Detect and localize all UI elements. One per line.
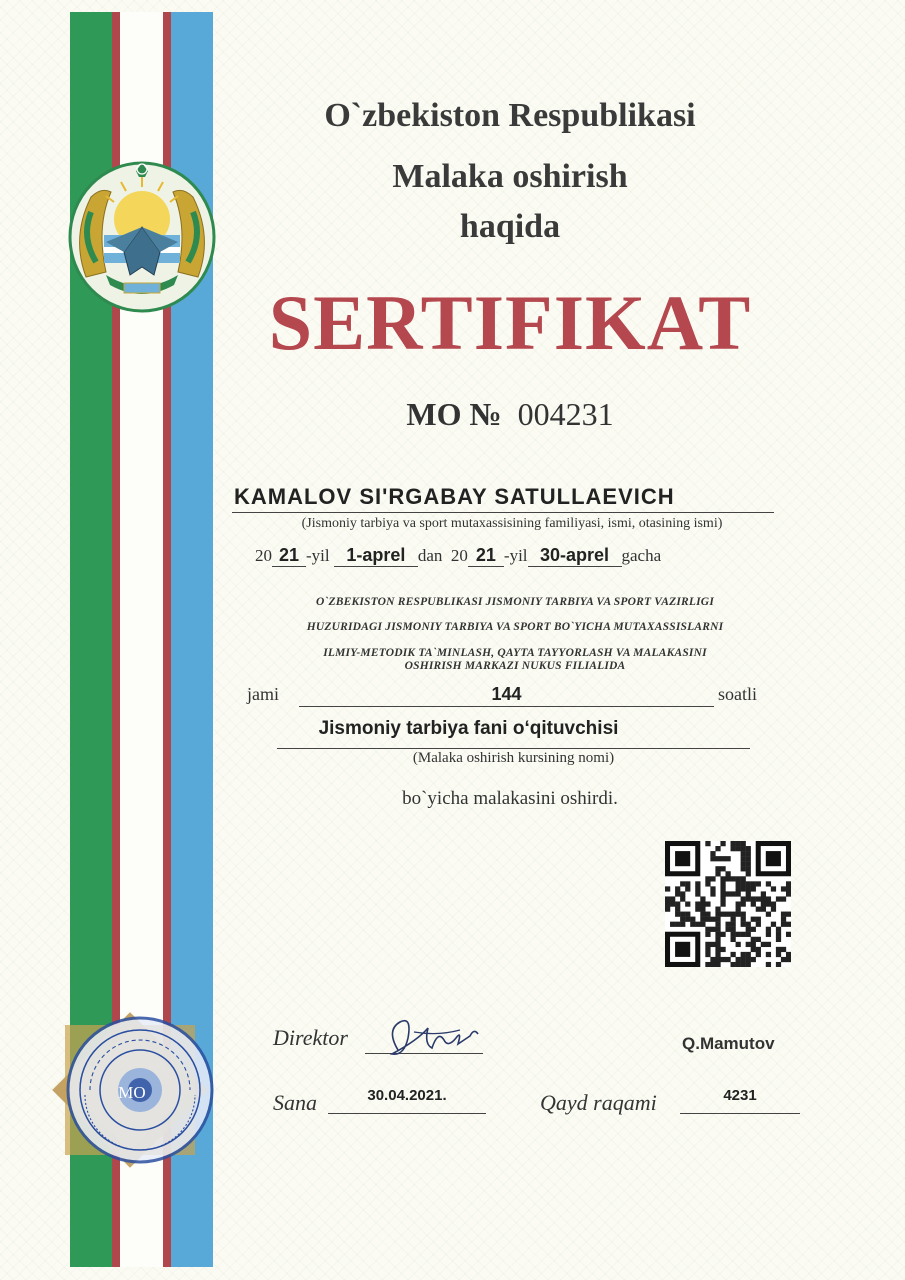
header-line-1: O`zbekiston Respublikasi xyxy=(324,97,696,134)
to-year-fill: 21 xyxy=(468,545,504,567)
number-prefix: MO № xyxy=(406,396,502,432)
course-caption: (Malaka oshirish kursining nomi) xyxy=(412,750,615,766)
recipient-caption: (Jismoniy tarbiya va sport mutaxassisining familiyasi, ismi, otasining ismi) xyxy=(301,516,723,531)
from-date: 1-aprel xyxy=(334,545,418,567)
state-emblem-icon xyxy=(66,157,218,313)
certificate-number xyxy=(230,396,790,433)
qr-code-icon xyxy=(665,841,791,967)
organization-line-1: O`ZBEKISTON RESPUBLIKASI JISMONIY TARBIYA VA SPORT VAZIRLIGI xyxy=(316,596,714,608)
organization-line-4: OSHIRISH MARKAZI NUKUS FILIALIDA xyxy=(404,660,626,672)
to-year-prefix: 20 xyxy=(450,546,468,565)
signature-icon xyxy=(378,1010,488,1065)
hours-unit: soatli xyxy=(718,684,757,704)
course-name-line xyxy=(277,718,750,749)
from-year-prefix: 20 xyxy=(255,546,272,565)
director-name: Q.Mamutov xyxy=(682,1034,775,1053)
yil-label: -yil xyxy=(503,546,528,565)
organization-line-3: ILMIY-METODIK TA`MINLASH, QAYTA TAYYORLASH VA MALAKASINI xyxy=(323,647,707,659)
seal-center-text: MO xyxy=(118,1083,146,1102)
registration-label: Qayd raqami xyxy=(540,1090,657,1115)
dan-label: dan xyxy=(417,546,443,565)
header-line-2: Malaka oshirish xyxy=(392,158,628,195)
date-label: Sana xyxy=(273,1090,317,1115)
organization-line-2: HUZURIDAGI JISMONIY TARBIYA VA SPORT BO`YICHA MUTAXASSISLARNI xyxy=(306,621,724,633)
certificate-title: SERTIFIKAT xyxy=(268,279,752,366)
hours-label: jami xyxy=(247,684,279,704)
to-date: 30-aprel xyxy=(528,545,622,567)
from-year-fill: 21 xyxy=(272,545,306,567)
number-value: 004231 xyxy=(517,396,614,432)
official-seal-icon xyxy=(35,995,225,1185)
course-name: Jismoniy tarbiya fani o‘qituvchisi xyxy=(318,718,619,739)
yil-label: -yil xyxy=(306,546,330,565)
hours-value: 144 xyxy=(299,684,714,707)
recipient-name: KAMALOV SI'RGABAY SATULLAEVICH xyxy=(232,484,774,513)
conclusion-text: bo`yicha malakasini oshirdi. xyxy=(402,788,618,809)
header-line-3: haqida xyxy=(459,208,561,245)
date-value: 30.04.2021. xyxy=(328,1087,486,1114)
director-label: Direktor xyxy=(273,1025,348,1050)
registration-value: 4231 xyxy=(680,1087,800,1114)
gacha-label: gacha xyxy=(621,546,662,565)
period-line xyxy=(255,545,661,567)
